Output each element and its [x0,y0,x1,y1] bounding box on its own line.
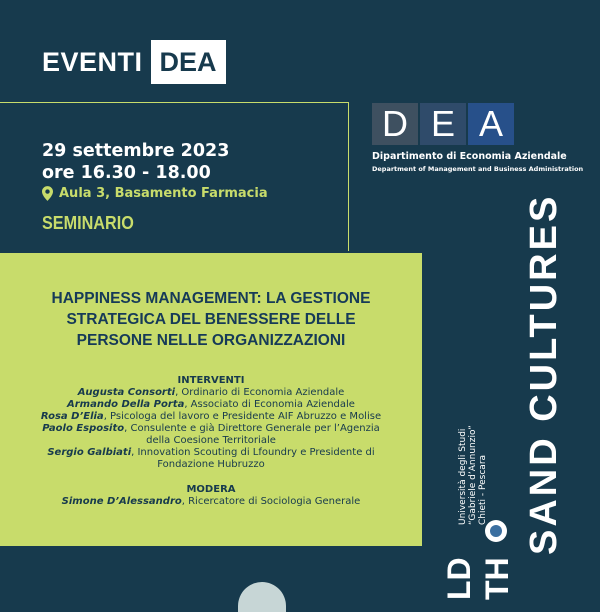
vertical-title: SAND CULTURES [523,193,565,555]
speaker-line-cont: della Coesione Territoriale [146,435,276,446]
logo-letter-d: D [372,103,418,145]
university-line: “Gabriele d’Annunzio” [468,425,478,525]
location-pin-icon [42,186,53,201]
department-subtitle: Department of Management and Business Administration [372,165,584,173]
department-name: Dipartimento di Economia Aziendale [372,151,567,162]
globe-image [238,582,286,612]
university-name [458,425,488,525]
dea-label: DEA [151,40,226,84]
event-location [42,186,268,201]
interventi-section [18,375,404,471]
university-seal-icon [485,520,507,542]
logo-letter-e: E [420,103,466,145]
dea-logo [372,103,516,145]
location-text: Aula 3, Basamento Farmacia [59,186,268,201]
vertical-fragment-ld: LD [441,557,477,600]
moderator-line: Simone D’Alessandro, Ricercatore di Sociologia Generale [61,496,361,507]
title-line: HAPPINESS MANAGEMENT: LA GESTIONE [51,290,371,307]
speaker-line: Augusta Consorti, Ordinario di Economia Aziendale [77,387,345,398]
modera-section [18,484,404,508]
event-time: ore 16.30 - 18.00 [42,163,211,183]
vertical-fragment-th: TH [479,557,515,600]
speaker-line-cont: Fondazione Hubruzzo [157,459,265,470]
interventi-heading: INTERVENTI [177,375,245,386]
university-line: Chieti - Pescara [478,454,488,525]
modera-heading: MODERA [186,484,236,495]
speaker-line: Paolo Esposito, Consulente e già Direttore Generale per l’Agenzia [42,423,380,434]
speaker-line: Armando Della Porta, Associato di Economia Aziendale [67,399,355,410]
speaker-line: Rosa D’Elia, Psicologa del lavoro e Presidente AIF Abruzzo e Molise [40,411,382,422]
event-type: SEMINARIO [42,213,134,233]
eventi-label: EVENTI [42,46,143,77]
title-line: STRATEGICA DEL BENESSERE DELLE [66,311,356,328]
seminar-title [35,288,387,351]
event-date: 29 settembre 2023 [42,141,230,161]
title-line: PERSONE NELLE ORGANIZZAZIONI [76,332,346,349]
speaker-line: Sergio Galbiati, Innovation Scouting di Lfoundry e Presidente di [47,447,375,458]
university-line: Università degli Studi [458,428,468,525]
eventi-dea-badge [42,40,226,84]
logo-letter-a: A [468,103,514,145]
content-panel [0,253,422,546]
